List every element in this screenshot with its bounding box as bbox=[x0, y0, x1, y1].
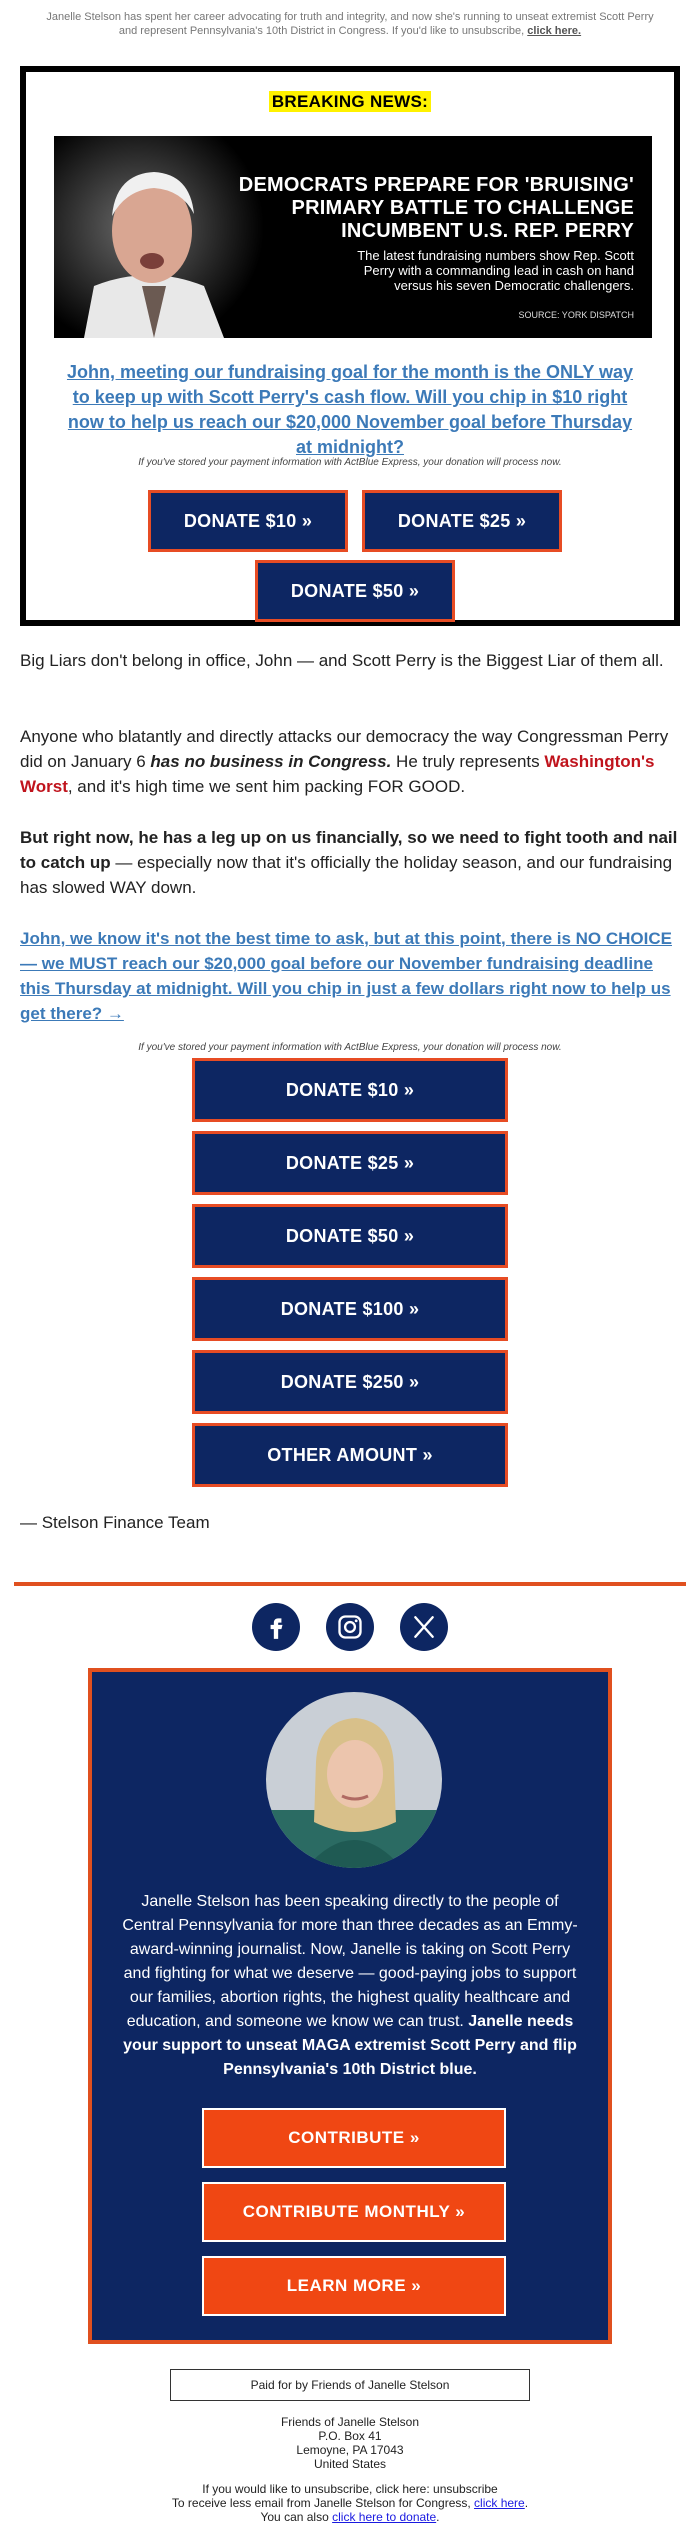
bio-text: Janelle Stelson has been speaking directly to the people of Central Pennsylvania for more than three decades as an Emmy-award-winning journalist. Now, Janelle is taking on Scott Perry and fighting for what we deserve — good-paying jobs to support our families, abortion rights, the highest quality healthcare and education, and someone we know we can trust. Janelle needs your support to unseat MAGA extremist Scott Perry and flip Pennsylvania's 10th District blue. bbox=[122, 1893, 578, 2078]
donate-25-button[interactable]: DONATE $25 » bbox=[362, 490, 562, 552]
breaking-news-box bbox=[20, 66, 680, 626]
learn-more-button[interactable]: LEARN MORE » bbox=[202, 2256, 506, 2316]
x-icon[interactable] bbox=[400, 1603, 448, 1651]
other-amount-button[interactable]: OTHER AMOUNT » bbox=[192, 1423, 508, 1487]
janelle-stelson-avatar bbox=[266, 1692, 442, 1868]
section-divider bbox=[14, 1582, 686, 1586]
footer-links bbox=[0, 2482, 700, 2524]
actblue-note: If you've stored your payment information with ActBlue Express, your donation will process now. bbox=[138, 457, 562, 468]
donate-100-button[interactable]: DONATE $100 » bbox=[192, 1277, 508, 1341]
donate-50-button-2[interactable]: DONATE $50 » bbox=[192, 1204, 508, 1268]
paragraph-biggest-liar: Big Liars don't belong in office, John — and Scott Perry is the Biggest Liar of them all. bbox=[20, 651, 664, 670]
signoff: — Stelson Finance Team bbox=[20, 1513, 210, 1532]
facebook-icon[interactable] bbox=[252, 1603, 300, 1651]
preheader-text: Janelle Stelson has spent her career advocating for truth and integrity, and now she's running to unseat extremist Scott Perry and represent Pennsylvania's 10th District in Congress. If you'd like to unsubscribe, bbox=[46, 11, 654, 37]
mailing-address: Friends of Janelle Stelson P.O. Box 41 Lemoyne, PA 17043 United States bbox=[280, 2415, 420, 2471]
instagram-icon[interactable] bbox=[326, 1603, 374, 1651]
bio-section bbox=[88, 1668, 612, 2344]
actblue-note-2: If you've stored your payment information with ActBlue Express, your donation will process now. bbox=[138, 1042, 562, 1053]
deadline-ask-link[interactable]: John, we know it's not the best time to ask, but at this point, there is NO CHOICE — we MUST reach our $20,000 goal before our November fundraising deadline this Thursday at midnight. Will you chip in just a few dollars right now to help us get there? → bbox=[20, 929, 672, 1023]
fundraising-ask-link[interactable]: John, meeting our fundraising goal for the month is the ONLY way to keep up with Scott Perry's cash flow. Will you chip in $10 right now to help us reach our $20,000 November goal before Thursday at midnight? bbox=[66, 362, 634, 457]
paragraph-democracy: Anyone who blatantly and directly attacks our democracy the way Congressman Perry did on January 6 has no business in Congress. He truly represents Washington's Worst, and it's high time we sent him packing FOR GOOD. bbox=[20, 727, 669, 796]
preheader bbox=[0, 0, 700, 52]
donate-250-button[interactable]: DONATE $250 » bbox=[192, 1350, 508, 1414]
paragraph-financial: But right now, he has a leg up on us financially, so we need to fight tooth and nail to catch up — especially now that it's officially the holiday season, and our fundraising has slowed WAY down. bbox=[20, 828, 678, 897]
less-email-line: To receive less email from Janelle Stelson for Congress, click here. bbox=[171, 2496, 529, 2510]
donate-line: You can also click here to donate. bbox=[260, 2510, 440, 2524]
footer-donate-link[interactable]: click here to donate bbox=[332, 2510, 437, 2524]
news-subheadline: The latest fundraising numbers show Rep. Scott Perry with a commanding lead in cash on hand versus his seven Democratic challengers. bbox=[357, 248, 634, 293]
paid-for-disclaimer: Paid for by Friends of Janelle Stelson bbox=[170, 2369, 530, 2401]
unsubscribe-link[interactable]: click here. bbox=[527, 25, 582, 37]
contribute-button[interactable]: CONTRIBUTE » bbox=[202, 2108, 506, 2168]
donate-50-button[interactable]: DONATE $50 » bbox=[255, 560, 455, 622]
news-headline-image[interactable] bbox=[54, 136, 652, 338]
unsubscribe-line[interactable]: If you would like to unsubscribe, click here: unsubscribe bbox=[202, 2482, 498, 2496]
news-source: SOURCE: YORK DISPATCH bbox=[518, 310, 634, 320]
contribute-monthly-button[interactable]: CONTRIBUTE MONTHLY » bbox=[202, 2182, 506, 2242]
donate-10-button[interactable]: DONATE $10 » bbox=[148, 490, 348, 552]
less-email-link[interactable]: click here bbox=[474, 2496, 525, 2510]
news-headline: DEMOCRATS PREPARE FOR 'BRUISING' PRIMARY BATTLE TO CHALLENGE INCUMBENT U.S. REP. PERRY bbox=[238, 174, 634, 242]
donate-25-button-2[interactable]: DONATE $25 » bbox=[192, 1131, 508, 1195]
breaking-news-label: BREAKING NEWS: bbox=[26, 92, 674, 112]
donate-10-button-2[interactable]: DONATE $10 » bbox=[192, 1058, 508, 1122]
